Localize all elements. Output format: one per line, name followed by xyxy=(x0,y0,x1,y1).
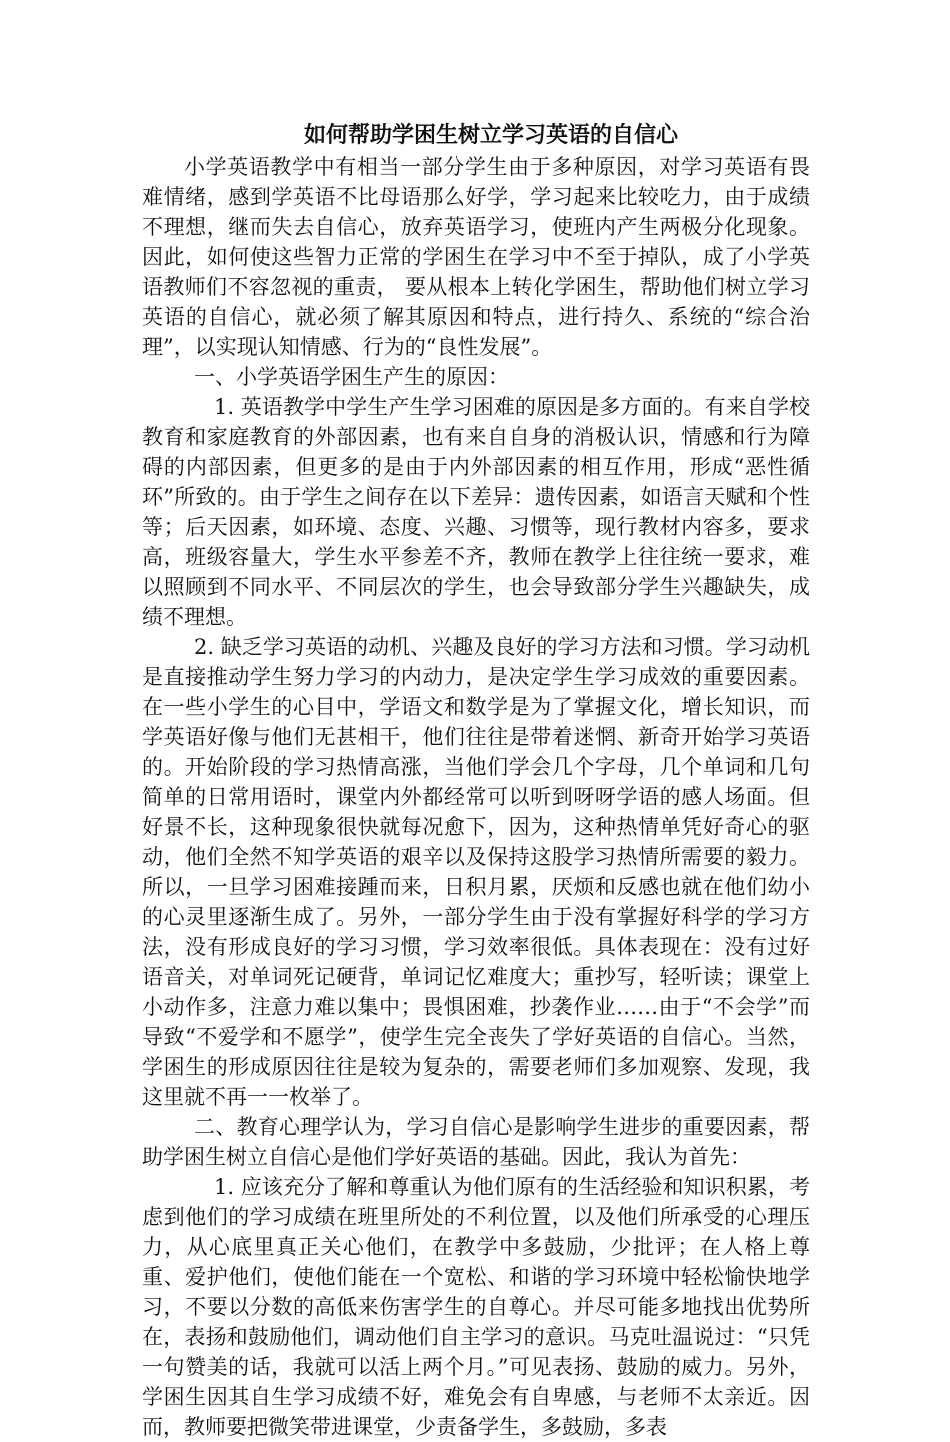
document-page xyxy=(142,118,810,1442)
paragraph-2-1: 1. 应该充分了解和尊重认为他们原有的生活经验和知识积累，考虑到他们的学习成绩在班里所处的不利位置，以及他们所承受的心理压力，从心底里真正关心他们，在教学中多鼓励，少批评；在人格上尊重、爱护他们，使他们能在一个宽松、和谐的学习环境中轻松愉快地学习，不要以分数的高低来伤害学生的自尊心。并尽可能多地找出优势所在，表扬和鼓励他们，调动他们自主学习的意识。马克吐温说过：“只凭一句赞美的话，我就可以活上两个月。”可见表扬、鼓励的威力。另外，学困生因其自生学习成绩不好，难免会有自卑感，与老师不太亲近。因而，教师要把微笑带进课堂，少责备学生，多鼓励，多表 xyxy=(142,1175,810,1439)
section-heading-2: 二、教育心理学认为，学习自信心是影响学生进步的重要因素，帮助学困生树立自信心是他们学好英语的基础。因此，我认为首先： xyxy=(142,1115,810,1169)
paragraph-1-1: 1. 英语教学中学生产生学习困难的原因是多方面的。有来自学校教育和家庭教育的外部因素，也有来自自身的消极认识，情感和行为障碍的内部因素，但更多的是由于内外部因素的相互作用，形成“恶性循环”所致的。由于学生之间存在以下差异：遗传因素，如语言天赋和个性等；后天因素，如环境、态度、兴趣、习惯等，现行教材内容多，要求高，班级容量大，学生水平参差不齐，教师在教学上往往统一要求，难以照顾到不同水平、不同层次的学生，也会导致部分学生兴趣缺失，成绩不理想。 xyxy=(142,395,810,629)
paragraph-1-2: 2. 缺乏学习英语的动机、兴趣及良好的学习方法和习惯。学习动机是直接推动学生努力学习的内动力，是决定学生学习成效的重要因素。在一些小学生的心目中，学语文和数学是为了掌握文化，增长知识，而学英语好像与他们无甚相干，他们往往是带着迷惘、新奇开始学习英语的。开始阶段的学习热情高涨，当他们学会几个字母，几个单词和几句简单的日常用语时，课堂内外都经常可以听到呀呀学语的感人场面。但好景不长，这种现象很快就每况愈下，因为，这种热情单凭好奇心的驱动，他们全然不知学英语的艰辛以及保持这股学习热情所需要的毅力。所以，一旦学习困难接踵而来，日积月累，厌烦和反感也就在他们幼小的心灵里逐渐生成了。另外，一部分学生由于没有掌握好科学的学习方法，没有形成良好的学习习惯，学习效率很低。具体表现在：没有过好语音关，对单词死记硬背，单词记忆难度大；重抄写，轻听读；课堂上小动作多，注意力难以集中；畏惧困难，抄袭作业……由于“不会学”而导致“不爱学和不愿学”，使学生完全丧失了学好英语的自信心。当然，学困生的形成原因往往是较为复杂的，需要老师们多加观察、发现，我这里就不再一一枚举了。 xyxy=(142,635,810,1109)
section-heading-1: 一、小学英语学困生产生的原因： xyxy=(194,365,509,389)
document-title: 如何帮助学困生树立学习英语的自信心 xyxy=(303,122,678,148)
paragraph-intro: 小学英语教学中有相当一部分学生由于多种原因，对学习英语有畏难情绪，感到学英语不比母语那么好学，学习起来比较吃力，由于成绩不理想，继而失去自信心，放弃英语学习，使班内产生两极分化现象。因此，如何使这些智力正常的学困生在学习中不至于掉队，成了小学英语教师们不容忽视的重责， 要从根本上转化学困生，帮助他们树立学习英语的自信心，就必须了解其原因和特点，进行持久、系统的“综合治理”，以实现认知情感、行为的“良性发展”。 xyxy=(142,155,810,359)
